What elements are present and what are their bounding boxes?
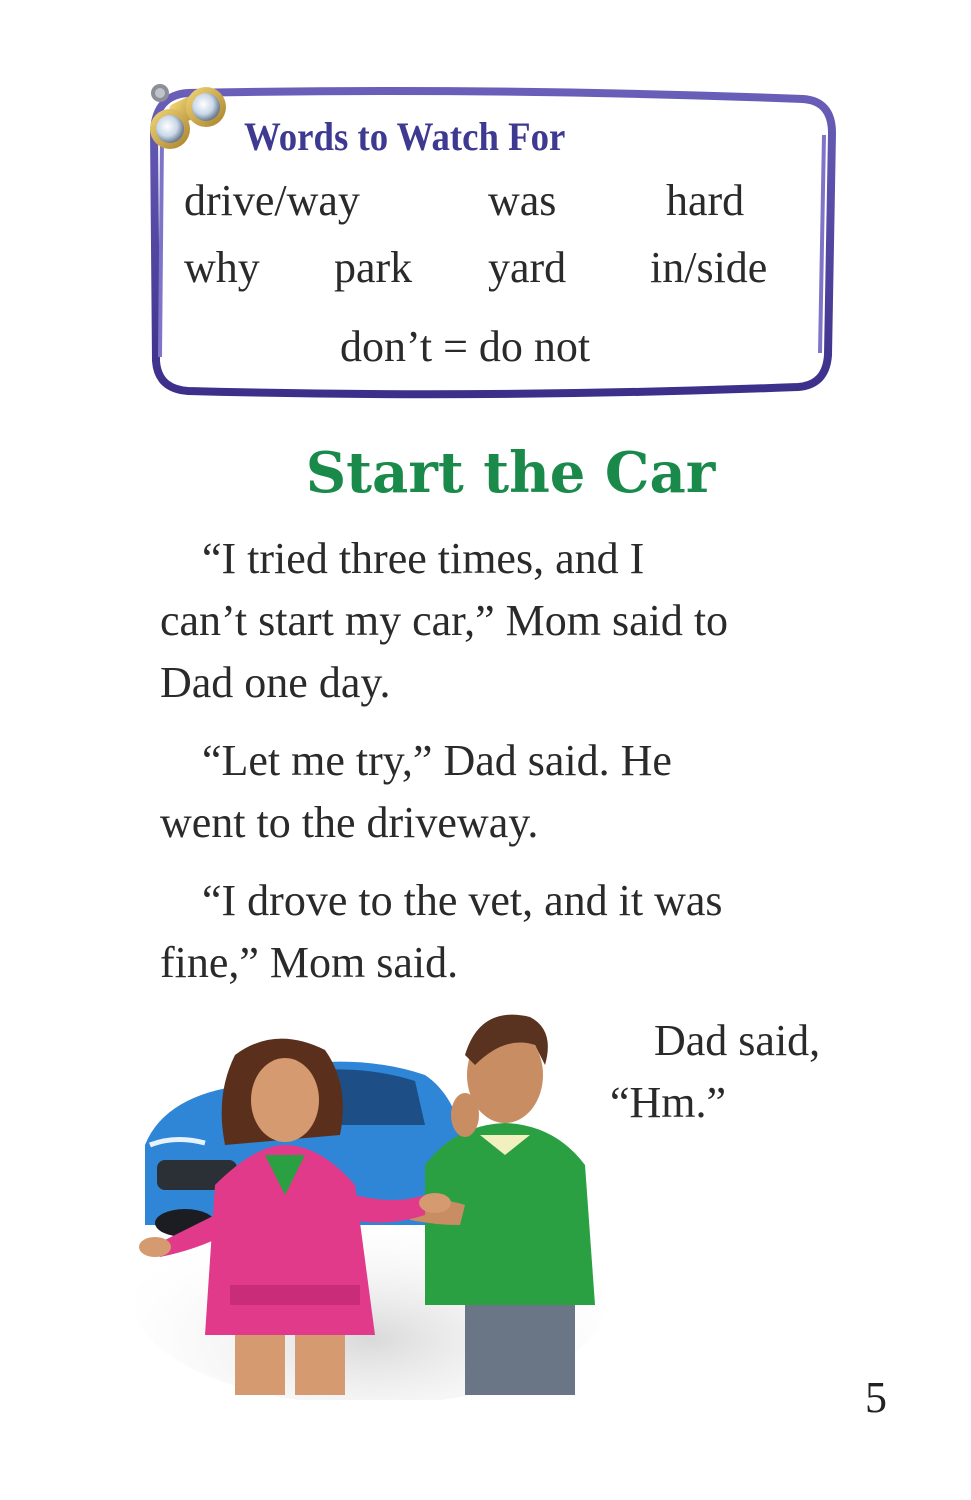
watch-word: drive/way xyxy=(184,176,360,225)
story-paragraph-2 xyxy=(160,730,880,854)
watch-word: hard xyxy=(666,176,745,225)
paragraph-line: “Let me try,” Dad said. He xyxy=(202,736,672,785)
watch-word: yard xyxy=(488,243,567,292)
binoculars-icon xyxy=(140,67,240,167)
paragraph-line: Dad one day. xyxy=(160,658,391,707)
story-paragraph-1 xyxy=(160,528,880,714)
page-number: 5 xyxy=(865,1373,887,1422)
story-paragraph-3 xyxy=(160,870,880,994)
words-box-title: Words to Watch For xyxy=(244,114,566,159)
watch-word: in/side xyxy=(650,243,768,292)
contraction-line: don’t = do not xyxy=(340,322,591,371)
aside-line: “Hm.” xyxy=(610,1078,727,1127)
paragraph-line: “I tried three times, and I xyxy=(202,534,645,583)
story-title: Start the Car xyxy=(305,440,716,506)
watch-word: was xyxy=(488,176,557,225)
aside-line: Dad said, xyxy=(654,1016,821,1065)
paragraph-line: went to the driveway. xyxy=(160,798,539,847)
story-aside xyxy=(610,1010,880,1134)
paragraph-line: fine,” Mom said. xyxy=(160,938,459,987)
words-to-watch-box xyxy=(148,85,838,403)
watch-word: why xyxy=(184,243,260,292)
paragraph-line: can’t start my car,” Mom said to xyxy=(160,596,729,645)
paragraph-line: “I drove to the vet, and it was xyxy=(202,876,723,925)
watch-word: park xyxy=(334,243,413,292)
mom-dad-car-illustration xyxy=(135,995,605,1400)
